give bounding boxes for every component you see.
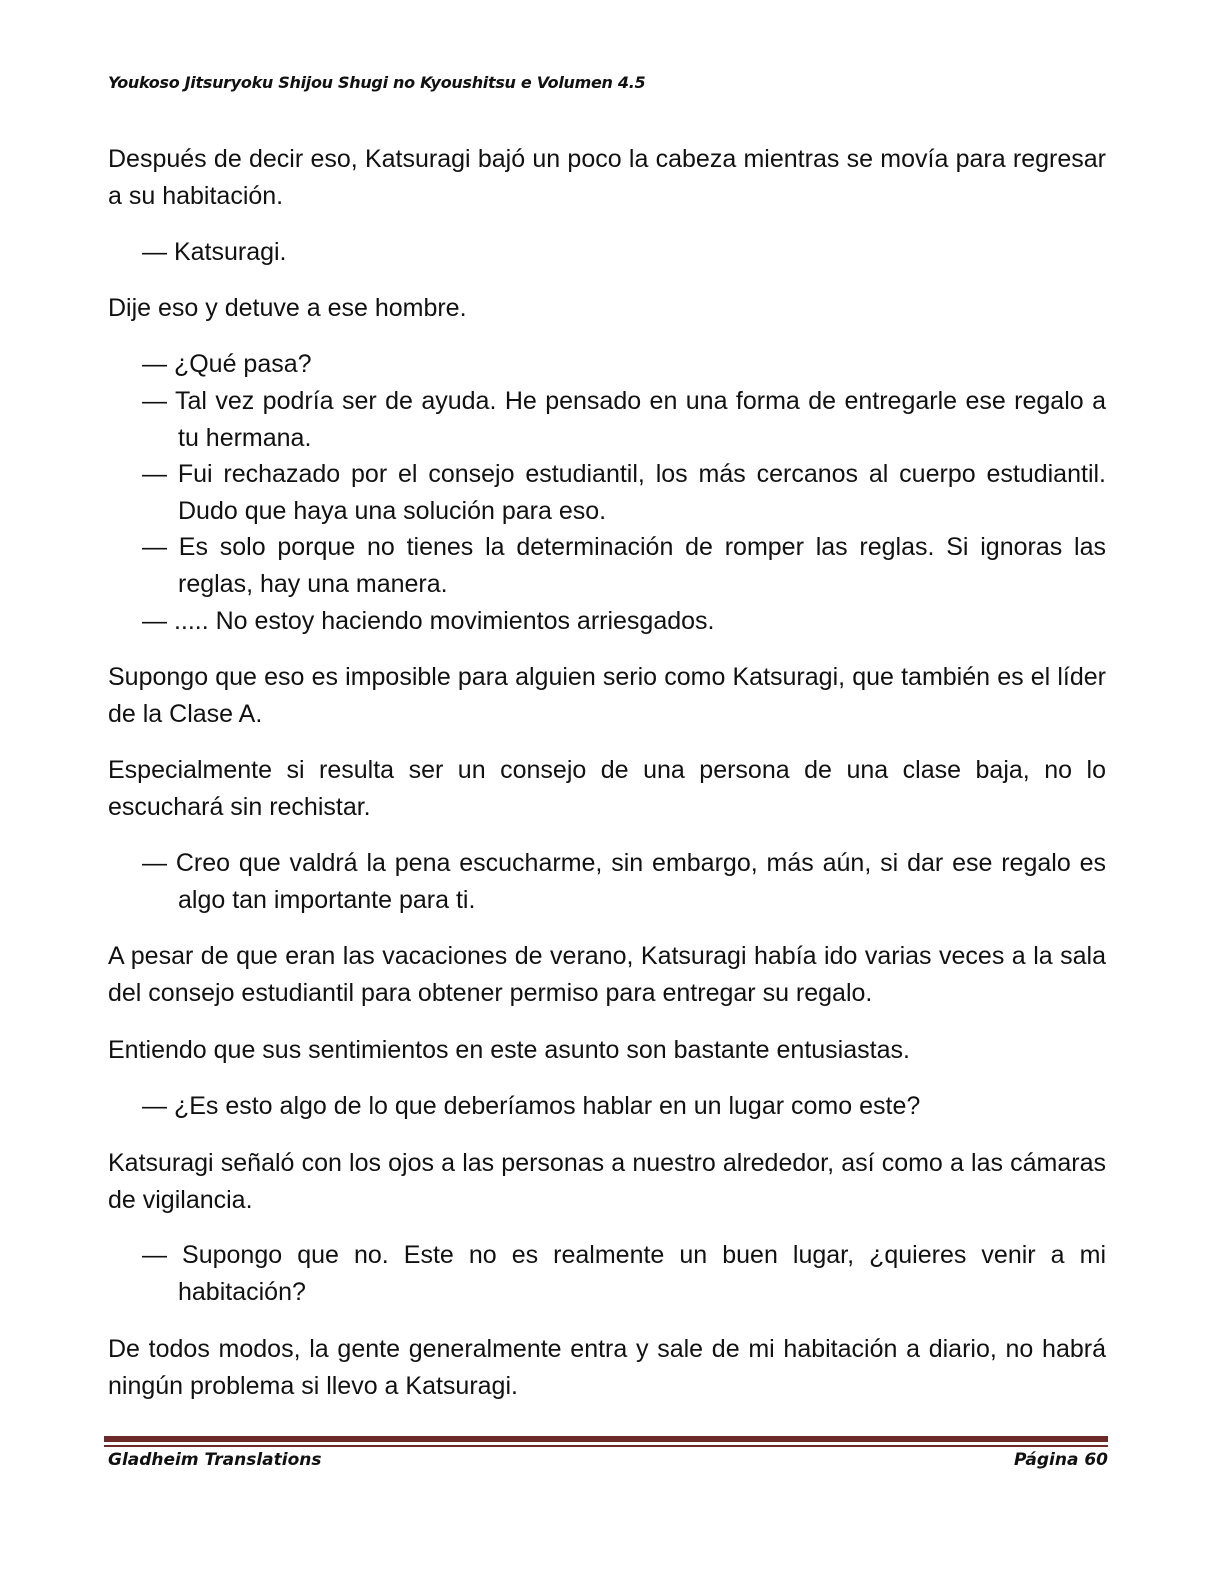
dialogue-line: — Creo que valdrá la pena escucharme, sin embargo, más aún, si dar ese regalo es algo tan importante para ti. [142, 849, 1106, 914]
footer-translator: Gladheim Translations [108, 1450, 322, 1470]
dialogue-line: — ..... No estoy haciendo movimientos arriesgados. [142, 607, 715, 635]
paragraph: Dije eso y detuve a ese hombre. [108, 294, 467, 322]
paragraph: Después de decir eso, Katsuragi bajó un poco la cabeza mientras se movía para regresar a su habitación. [108, 145, 1106, 210]
paragraph: De todos modos, la gente generalmente entra y sale de mi habitación a diario, no habrá ningún problema si llevo a Katsuragi. [108, 1335, 1106, 1400]
dialogue-line: — ¿Es esto algo de lo que deberíamos hablar en un lugar como este? [142, 1092, 921, 1120]
footer-rule-thin [104, 1445, 1108, 1447]
paragraph: Entiendo que sus sentimientos en este asunto son bastante entusiastas. [108, 1036, 910, 1064]
dialogue-line: — Supongo que no. Este no es realmente un buen lugar, ¿quieres venir a mi habitación? [142, 1241, 1106, 1306]
dialogue-line: — Tal vez podría ser de ayuda. He pensado en una forma de entregarle ese regalo a tu hermana. [142, 387, 1106, 452]
running-header: Youkoso Jitsuryoku Shijou Shugi no Kyoushitsu e Volumen 4.5 [108, 73, 646, 92]
dialogue-line: — Es solo porque no tienes la determinación de romper las reglas. Si ignoras las reglas, hay una manera. [142, 533, 1106, 598]
paragraph: A pesar de que eran las vacaciones de verano, Katsuragi había ido varias veces a la sala del consejo estudiantil para obtener permiso para entregar su regalo. [108, 942, 1106, 1007]
footer-page-number: Página 60 [1014, 1450, 1108, 1470]
dialogue-line: — ¿Qué pasa? [142, 350, 312, 378]
paragraph: Supongo que eso es imposible para alguien serio como Katsuragi, que también es el líder de la Clase A. [108, 663, 1106, 728]
paragraph: Especialmente si resulta ser un consejo de una persona de una clase baja, no lo escuchará sin rechistar. [108, 756, 1106, 821]
paragraph: Katsuragi señaló con los ojos a las personas a nuestro alrededor, así como a las cámaras de vigilancia. [108, 1149, 1106, 1214]
dialogue-line: — Katsuragi. [142, 238, 287, 266]
dialogue-line: — Fui rechazado por el consejo estudiantil, los más cercanos al cuerpo estudiantil. Dudo que haya una solución para eso. [142, 460, 1106, 525]
footer-rule-thick [104, 1436, 1108, 1442]
